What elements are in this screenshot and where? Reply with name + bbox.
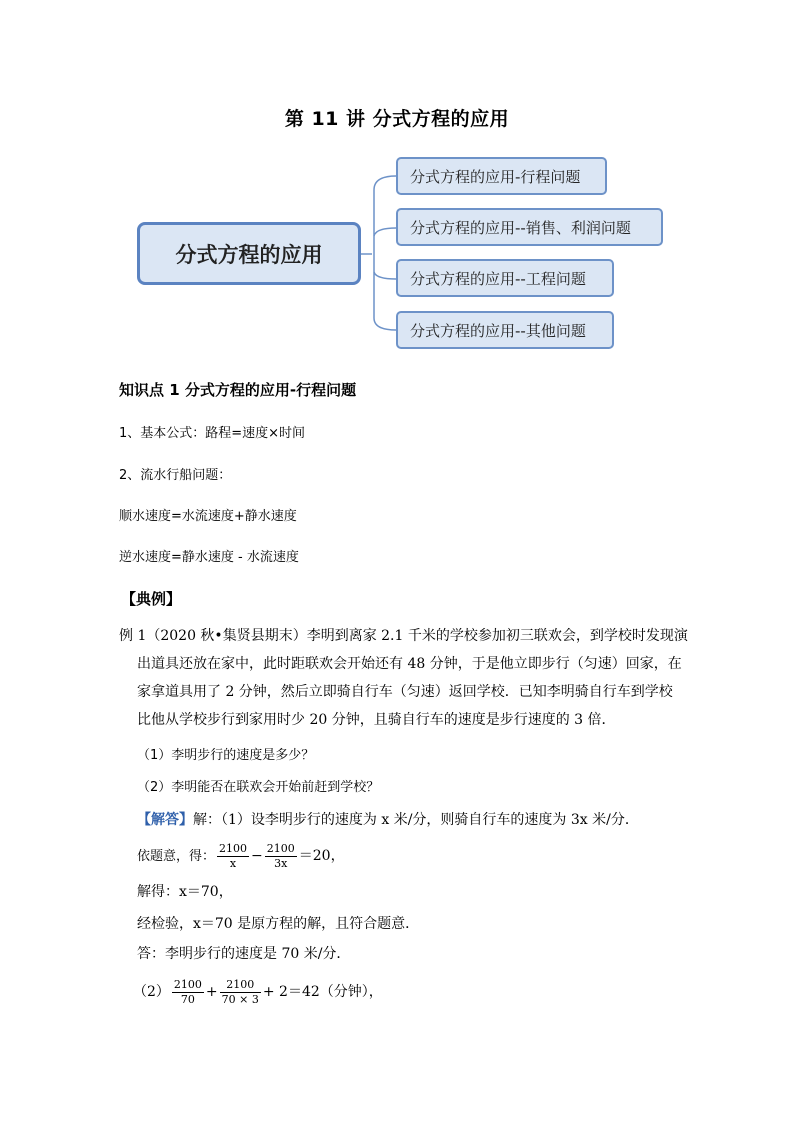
mindmap-branch-engineering: 分式方程的应用--工程问题 bbox=[396, 259, 614, 297]
fraction: $\frac{2100}{3x}$ bbox=[266, 841, 295, 870]
part2-equation-line bbox=[133, 974, 383, 1010]
example-label: 【典例】 bbox=[121, 590, 182, 608]
formula-line: 1、基本公式：路程=速度×时间 bbox=[119, 426, 306, 441]
question-line: （2）李明能否在联欢会开始前赶到学校？ bbox=[137, 780, 380, 795]
fraction: $\frac{2100}{x}$ bbox=[219, 841, 248, 870]
section-heading: 知识点 1 分式方程的应用-行程问题 bbox=[119, 381, 357, 399]
plus-sign: + bbox=[205, 984, 218, 1000]
mindmap-center-node: 分式方程的应用 bbox=[137, 222, 361, 285]
formula-line: 顺水速度=水流速度+静水速度 bbox=[119, 509, 297, 524]
formula-line: 2、流水行船问题： bbox=[119, 468, 232, 483]
fraction: $\frac{2100}{70 \times 3}$ bbox=[221, 977, 259, 1006]
page-title: 第 11 讲 分式方程的应用 bbox=[284, 108, 510, 130]
mindmap-branch-travel: 分式方程的应用-行程问题 bbox=[396, 157, 607, 195]
problem-line: 出道具还放在家中，此时距联欢会开始还有 48 分钟，于是他立即步行（匀速）回家，在 bbox=[137, 656, 682, 672]
formula-line: 逆水速度=静水速度 - 水流速度 bbox=[119, 550, 299, 565]
check-line: 经检验，x＝70 是原方程的解，且符合题意． bbox=[137, 916, 420, 932]
solve-line: 解得：x＝70， bbox=[137, 884, 233, 900]
mindmap-branch-other: 分式方程的应用--其他问题 bbox=[396, 311, 614, 349]
mindmap-branch-sales: 分式方程的应用--销售、利润问题 bbox=[396, 208, 663, 246]
answer-intro: 解：（1）设李明步行的速度为 x 米/分，则骑自行车的速度为 3x 米/分． bbox=[193, 812, 639, 828]
fraction: $\frac{2100}{70}$ bbox=[173, 977, 202, 1006]
problem-line: 例 1（2020 秋•集贤县期末）李明到离家 2.1 千米的学校参加初三联欢会，到学校时发现演 bbox=[119, 628, 688, 644]
minus-sign: − bbox=[251, 848, 263, 864]
reply-line: 答：李明步行的速度是 70 米/分． bbox=[137, 946, 351, 962]
equation-prefix: 依题意，得： bbox=[137, 849, 216, 864]
answer-tag: 【解答】 bbox=[137, 812, 193, 828]
part2-suffix: + 2＝42（分钟）， bbox=[262, 984, 383, 1000]
problem-line: 家拿道具用了 2 分钟，然后立即骑自行车（匀速）返回学校．已知李明骑自行车到学校 bbox=[137, 684, 673, 700]
equation-line bbox=[137, 838, 345, 875]
equation-suffix: ＝20， bbox=[298, 848, 345, 864]
question-line: （1）李明步行的速度是多少？ bbox=[137, 748, 315, 763]
part2-prefix: （2） bbox=[133, 984, 170, 1000]
answer-line bbox=[137, 806, 639, 834]
problem-line: 比他从学校步行到家用时少 20 分钟，且骑自行车的速度是步行速度的 3 倍． bbox=[137, 712, 616, 728]
